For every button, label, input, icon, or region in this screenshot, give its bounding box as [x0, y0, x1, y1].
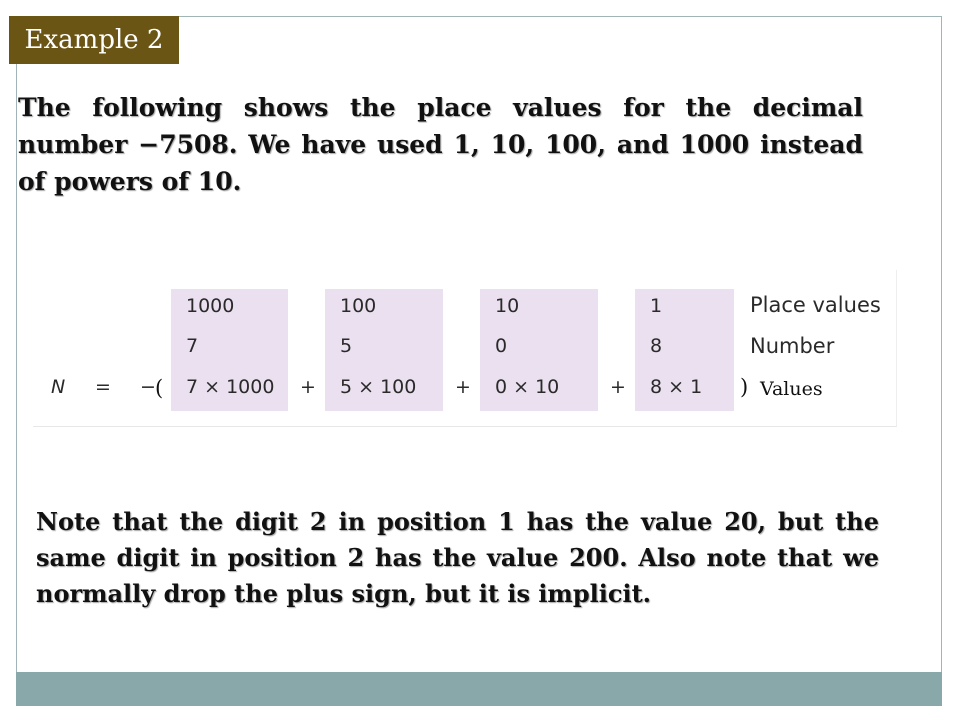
note-paragraph: Note that the digit 2 in position 1 has the value 20, but the same digit in position 2 has the value 200. Also note that we normally drop the plus sign, but it is implicit.	[36, 507, 879, 608]
row-label-number: Number	[750, 334, 835, 358]
plus-sign: +	[300, 376, 316, 398]
intro-paragraph: The following shows the place values for the decimal number −7508. We have used 1, 10, 100, and 1000 instead of powers of 10.	[18, 93, 863, 196]
place-value-figure	[33, 270, 897, 427]
minus-sign: −	[140, 376, 156, 398]
place-value-cell: 10	[495, 295, 520, 317]
product-cell: 0 × 10	[495, 376, 560, 398]
product-cell: 7 × 1000	[186, 376, 275, 398]
equals-sign: =	[95, 376, 111, 398]
open-paren: (	[155, 376, 164, 400]
place-value-cell: 100	[340, 295, 377, 317]
place-value-cell: 1	[650, 295, 663, 317]
plus-sign: +	[455, 376, 471, 398]
plus-sign: +	[610, 376, 626, 398]
n-symbol: N	[51, 376, 66, 398]
digit-cell: 8	[650, 335, 663, 357]
digit-cell: 7	[186, 335, 199, 357]
product-cell: 5 × 100	[340, 376, 417, 398]
digit-cell: 0	[495, 335, 508, 357]
product-cell: 8 × 1	[650, 376, 703, 398]
row-label-values: Values	[760, 378, 823, 400]
digit-cell: 5	[340, 335, 353, 357]
place-value-cell: 1000	[186, 295, 235, 317]
footer-bar	[16, 672, 942, 706]
slide-title: Example 2	[9, 16, 179, 64]
row-label-place-values: Place values	[750, 293, 881, 317]
close-paren: )	[740, 375, 749, 399]
